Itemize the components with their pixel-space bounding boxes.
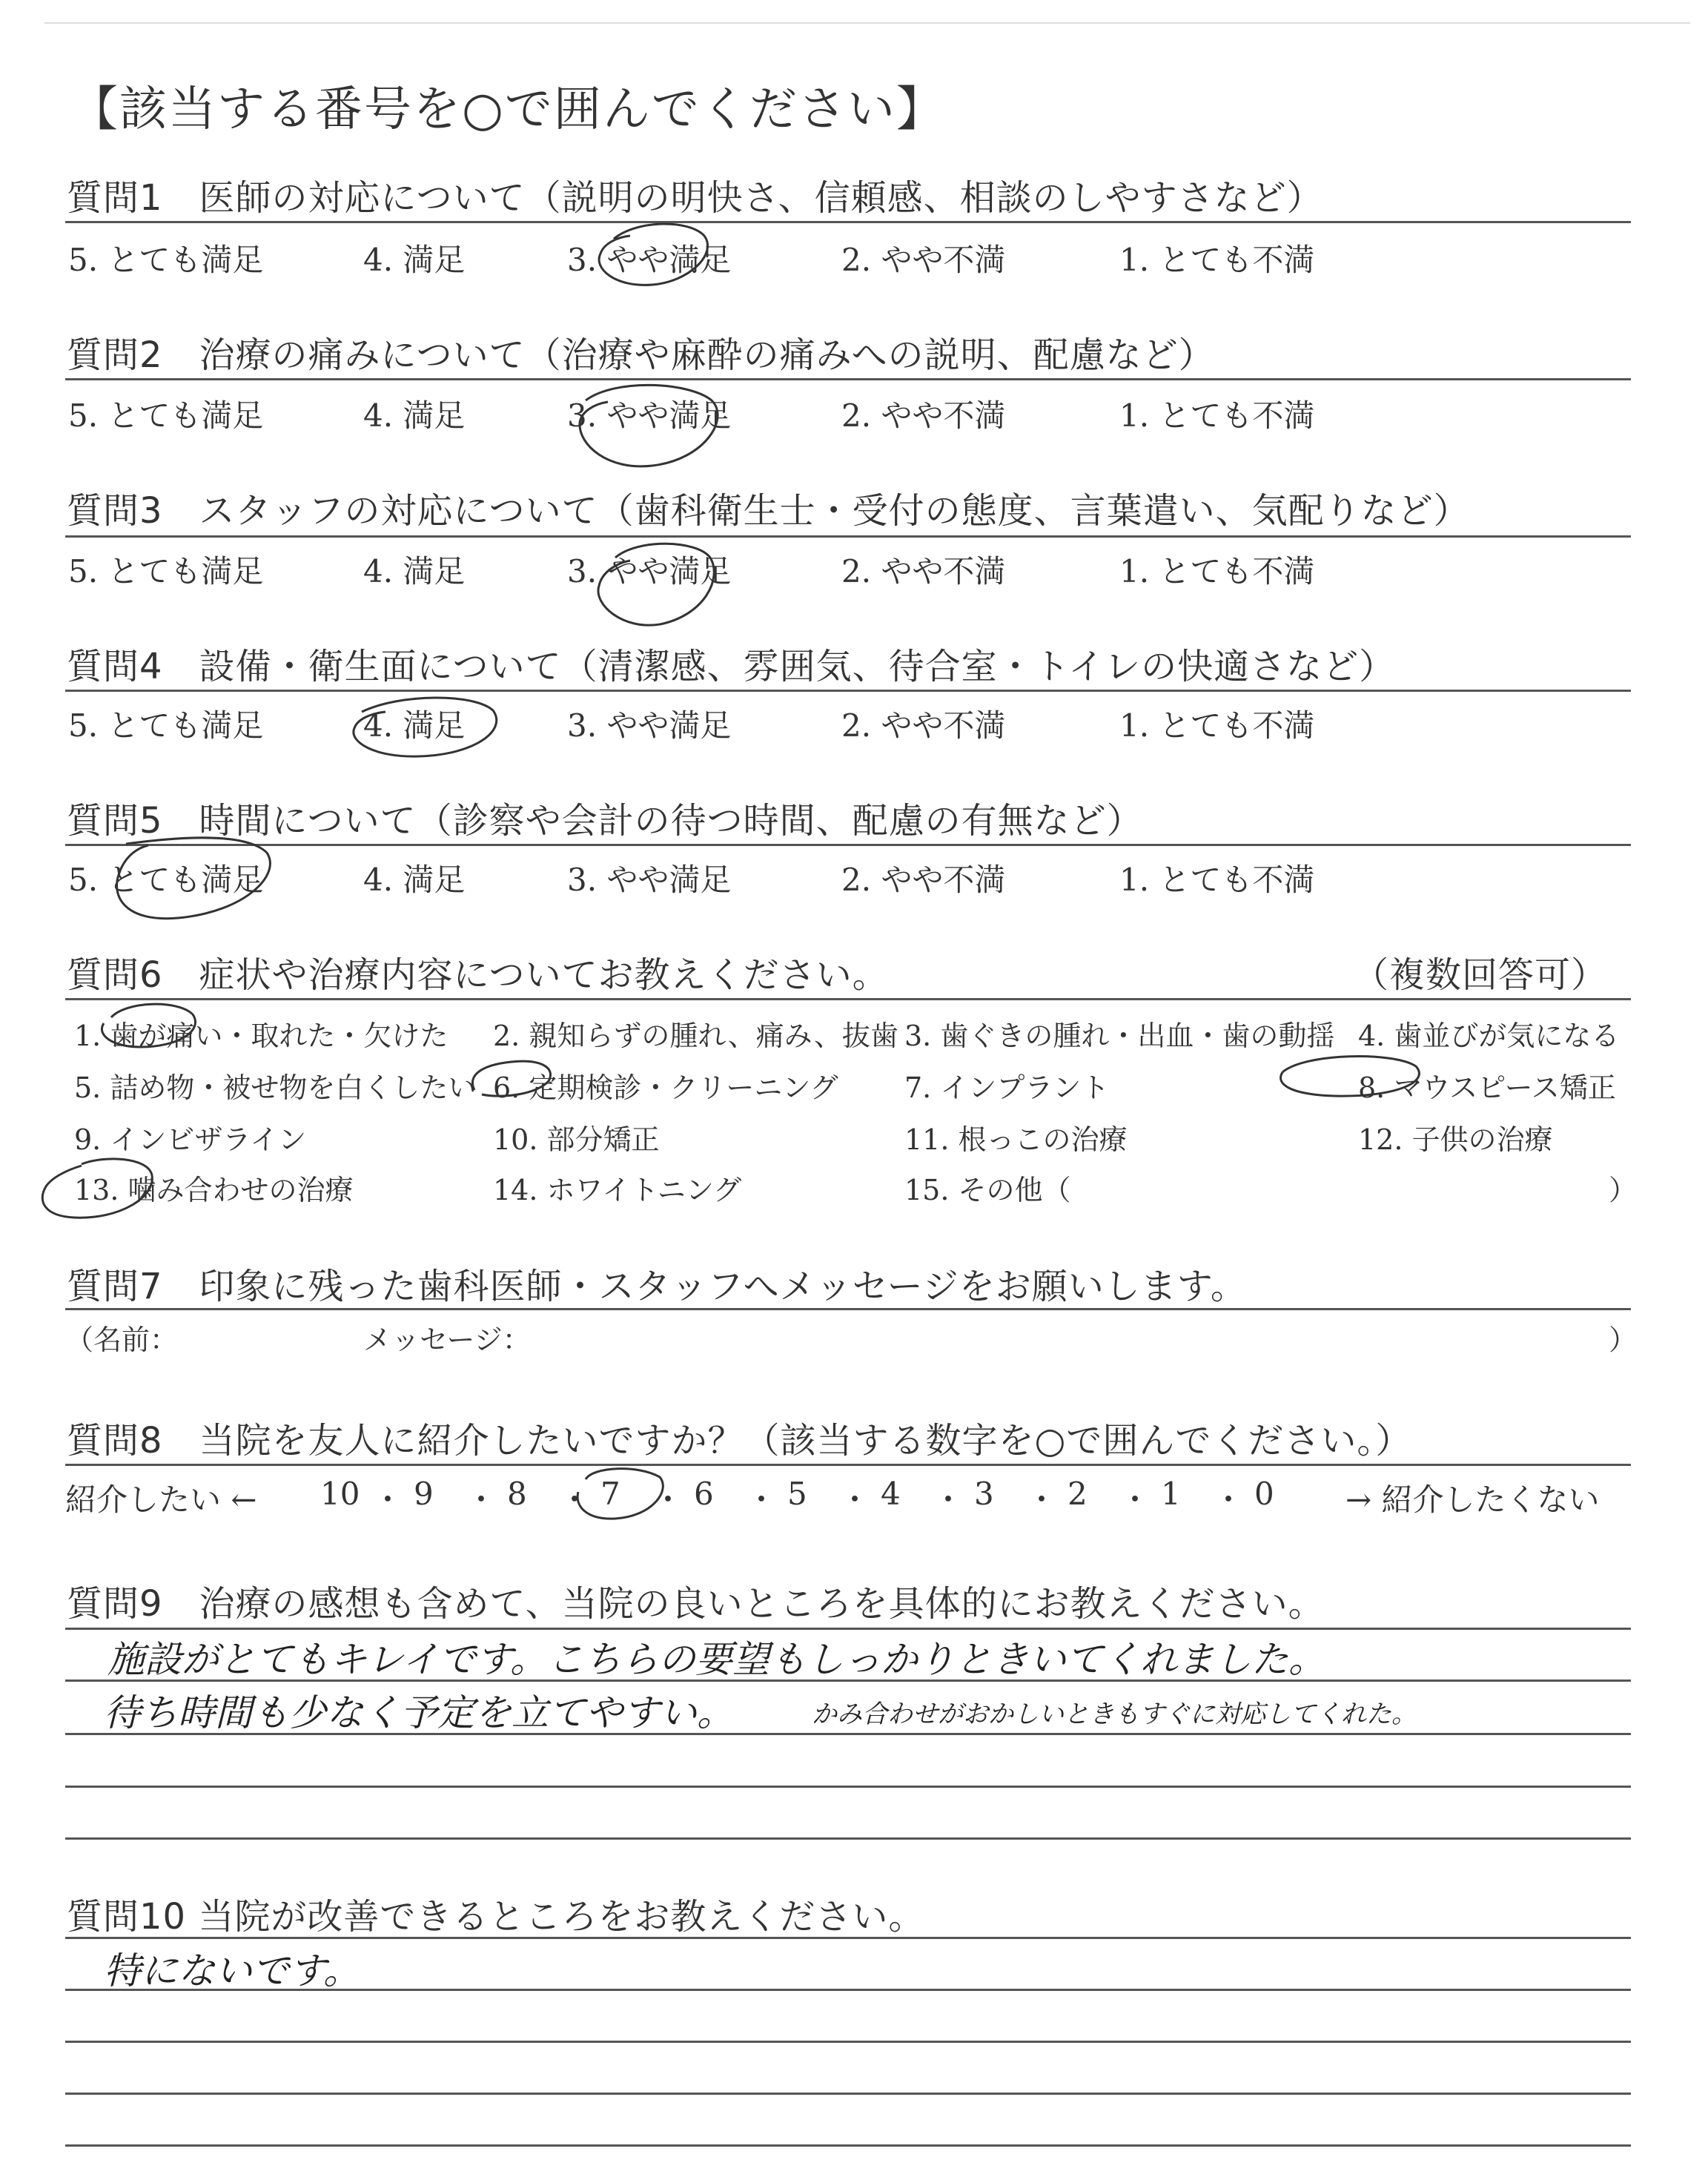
q3-option-1[interactable]: 1. とても不満 xyxy=(1119,553,1315,589)
q9-answer-line2a: 待ち時間も少なく予定を立てやすい。 xyxy=(104,1691,734,1734)
q4-option-1[interactable]: 1. とても不満 xyxy=(1119,707,1315,744)
q1-option-2[interactable]: 2. やや不満 xyxy=(841,242,1006,278)
q1-option-4[interactable]: 4. 満足 xyxy=(363,242,466,278)
q5-option-4[interactable]: 4. 満足 xyxy=(363,862,466,898)
q5-label: 質問5 時間について（診察や会計の待つ時間、配慮の有無など） xyxy=(67,800,1143,842)
q6-option-3[interactable]: 3. 歯ぐきの腫れ・出血・歯の動揺 xyxy=(904,1020,1335,1052)
q8-separator-dot: ・ xyxy=(746,1482,778,1518)
q4-option-4[interactable]: 4. 満足 xyxy=(363,707,466,744)
q1-option-1[interactable]: 1. とても不満 xyxy=(1119,242,1315,278)
q8-number-2[interactable]: 2 xyxy=(1068,1476,1088,1512)
q8-separator-dot: ・ xyxy=(466,1482,497,1518)
q3-option-4[interactable]: 4. 満足 xyxy=(363,553,466,589)
q8-number-4[interactable]: 4 xyxy=(881,1476,901,1512)
q8-left-label: 紹介したい ← xyxy=(65,1482,257,1518)
q8-right-label: → 紹介したくない xyxy=(1345,1482,1600,1518)
q8-separator-dot: ・ xyxy=(839,1482,871,1518)
q8-number-8[interactable]: 8 xyxy=(507,1476,527,1512)
q8-separator-dot: ・ xyxy=(1119,1482,1151,1518)
q9-answer-line1: 施設がとてもキレイです。こちらの要望もしっかりときいてくれました。 xyxy=(107,1638,1325,1681)
q3-option-5[interactable]: 5. とても満足 xyxy=(68,553,264,589)
q3-label: 質問3 スタッフの対応について（歯科衛生士・受付の態度、言葉遣い、気配りなど） xyxy=(67,490,1470,532)
q4-label: 質問4 設備・衛生面について（清潔感、雰囲気、待合室・トイレの快適さなど） xyxy=(67,646,1396,687)
q6-option-12[interactable]: 12. 子供の治療 xyxy=(1358,1123,1553,1156)
q7-label: 質問7 印象に残った歯科医師・スタッフへメッセージをお願いします。 xyxy=(67,1266,1247,1307)
q8-separator-dot: ・ xyxy=(372,1482,404,1518)
q2-option-3[interactable]: 3. やや満足 xyxy=(567,397,732,434)
q8-separator-dot: ・ xyxy=(652,1482,684,1518)
q6-option-7[interactable]: 7. インプラント xyxy=(904,1071,1110,1104)
q6-option-13-circle xyxy=(42,1159,152,1218)
q6-option-13[interactable]: 13. 噛み合わせの治療 xyxy=(74,1174,354,1206)
q8-number-0[interactable]: 0 xyxy=(1254,1476,1274,1512)
q10-answer: 特にないです。 xyxy=(104,1949,360,1992)
q6-option-15[interactable]: 15. その他（ xyxy=(904,1174,1071,1206)
q8-number-1[interactable]: 1 xyxy=(1161,1476,1181,1512)
q8-number-3[interactable]: 3 xyxy=(974,1476,994,1512)
q5-option-3[interactable]: 3. やや満足 xyxy=(567,862,732,898)
q7-close-paren: ） xyxy=(1609,1324,1638,1356)
q5-option-5[interactable]: 5. とても満足 xyxy=(68,862,264,898)
q8-number-6[interactable]: 6 xyxy=(694,1476,714,1512)
q4-circle-mark xyxy=(354,698,497,756)
q4-option-5[interactable]: 5. とても満足 xyxy=(68,707,264,744)
q10-label: 質問10 当院が改善できるところをお教えください。 xyxy=(67,1896,925,1938)
q6-other-close: ） xyxy=(1609,1174,1638,1206)
q1-circle-mark xyxy=(599,224,707,285)
q8-number-7[interactable]: 7 xyxy=(600,1476,620,1512)
q2-option-4[interactable]: 4. 満足 xyxy=(363,397,466,434)
q6-option-1-circle xyxy=(102,1004,195,1047)
q6-option-10[interactable]: 10. 部分矯正 xyxy=(493,1123,660,1156)
form-title: 【該当する番号を○で囲んでください】 xyxy=(70,82,945,137)
q7-message-label: メッセージ： xyxy=(363,1324,531,1356)
q8-number-9[interactable]: 9 xyxy=(414,1476,434,1512)
q8-separator-dot: ・ xyxy=(559,1482,591,1518)
q2-option-2[interactable]: 2. やや不満 xyxy=(841,397,1006,434)
q6-option-2[interactable]: 2. 親知らずの腫れ、痛み、抜歯 xyxy=(493,1020,898,1052)
q8-circle-mark xyxy=(577,1469,663,1519)
q8-label: 質問8 当院を友人に紹介したいですか？（該当する数字を○で囲んでください。） xyxy=(67,1420,1412,1462)
q6-label: 質問6 症状や治療内容についてお教えください。 xyxy=(67,954,889,996)
q5-circle-mark xyxy=(117,838,271,919)
q6-note: （複数回答可） xyxy=(1353,954,1608,996)
q5-option-2[interactable]: 2. やや不満 xyxy=(841,862,1006,898)
q2-label: 質問2 治療の痛みについて（治療や麻酔の痛みへの説明、配慮など） xyxy=(67,334,1215,376)
q3-option-3[interactable]: 3. やや満足 xyxy=(567,553,732,589)
q8-separator-dot: ・ xyxy=(1213,1482,1245,1518)
q6-option-6-circle xyxy=(472,1061,550,1096)
q8-number-10[interactable]: 10 xyxy=(320,1476,360,1512)
q6-option-11[interactable]: 11. 根っこの治療 xyxy=(904,1123,1128,1156)
q3-circle-mark xyxy=(598,544,714,625)
q6-option-6[interactable]: 6. 定期検診・クリーニング xyxy=(493,1071,838,1104)
q6-option-8[interactable]: 8. マウスピース矯正 xyxy=(1358,1071,1616,1104)
q2-option-5[interactable]: 5. とても満足 xyxy=(68,397,264,434)
q4-option-2[interactable]: 2. やや不満 xyxy=(841,707,1006,744)
q1-label: 質問1 医師の対応について（説明の明快さ、信頼感、相談のしやすさなど） xyxy=(67,177,1323,219)
q3-option-2[interactable]: 2. やや不満 xyxy=(841,553,1006,589)
q7-name-label: （名前： xyxy=(65,1324,179,1356)
q6-option-1[interactable]: 1. 歯が痛い・取れた・欠けた xyxy=(74,1020,448,1052)
q6-option-14[interactable]: 14. ホワイトニング xyxy=(493,1174,742,1206)
q6-option-4[interactable]: 4. 歯並びが気になる xyxy=(1358,1020,1620,1052)
q2-circle-mark xyxy=(580,385,718,466)
q4-option-3[interactable]: 3. やや満足 xyxy=(567,707,732,744)
q5-option-1[interactable]: 1. とても不満 xyxy=(1119,862,1315,898)
q9-answer-line2b: かみ合わせがおかしいときもすぐに対応してくれた。 xyxy=(812,1700,1417,1729)
q8-number-5[interactable]: 5 xyxy=(787,1476,807,1512)
q6-option-8-circle xyxy=(1281,1057,1420,1097)
q9-label: 質問9 治療の感想も含めて、当院の良いところを具体的にお教えください。 xyxy=(67,1583,1325,1625)
q6-option-9[interactable]: 9. インビザライン xyxy=(74,1123,307,1156)
q8-separator-dot: ・ xyxy=(1026,1482,1058,1518)
q1-option-3[interactable]: 3. やや満足 xyxy=(567,242,732,278)
q6-option-5[interactable]: 5. 詰め物・被せ物を白くしたい xyxy=(74,1071,477,1104)
q1-option-5[interactable]: 5. とても満足 xyxy=(68,242,264,278)
q8-separator-dot: ・ xyxy=(933,1482,964,1518)
q2-option-1[interactable]: 1. とても不満 xyxy=(1119,397,1315,434)
